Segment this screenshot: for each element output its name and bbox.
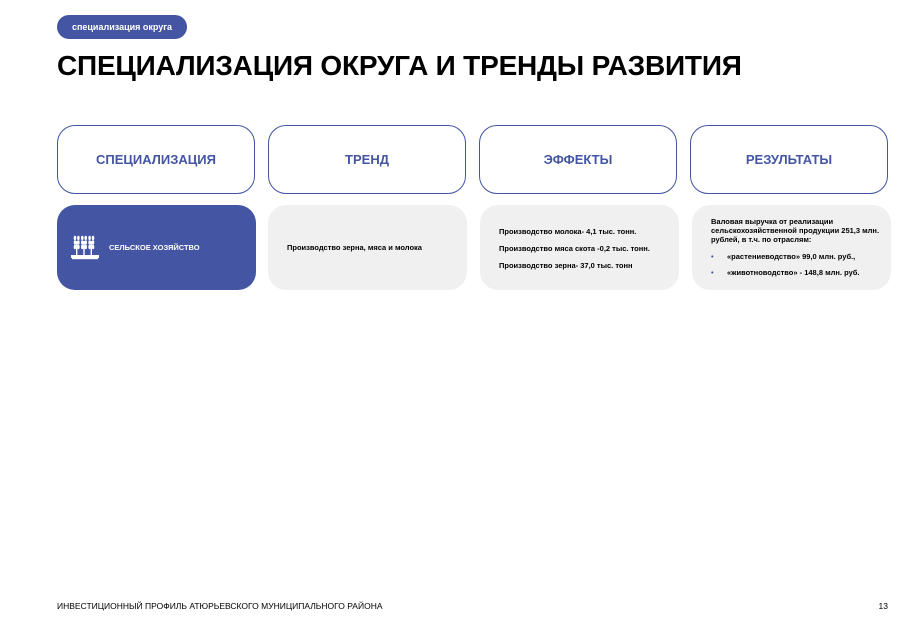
results-bullet [711, 268, 881, 277]
results-bullet [711, 252, 881, 261]
results-bullet-text: «растениеводство» 99,0 млн. руб., [727, 252, 856, 261]
wheat-icon [71, 235, 99, 261]
trend-card [268, 205, 467, 290]
results-bullet-text: «животноводство» - 148,8 млн. руб. [727, 268, 860, 277]
effect-item: Производство молока- 4,1 тыс. тонн. [499, 227, 637, 236]
results-lead: Валовая выручка от реализации сельскохозяйственной продукции 251,3 млн. рублей, в т.ч. по отраслям: [711, 217, 880, 244]
specialization-label: СЕЛЬСКОЕ ХОЗЯЙСТВО [109, 243, 200, 252]
header-trend: ТРЕНД [268, 125, 466, 194]
header-specialization: СПЕЦИАЛИЗАЦИЯ [57, 125, 255, 194]
page-number: 13 [878, 601, 888, 611]
bullet-marker: • [711, 268, 714, 277]
effect-item: Производство мяса скота -0,2 тыс. тонн. [499, 244, 650, 253]
bullet-marker: • [711, 252, 714, 261]
footer-text: ИНВЕСТИЦИОННЫЙ ПРОФИЛЬ АТЮРЬЕВСКОГО МУНИЦИПАЛЬНОГО РАЙОНА [57, 601, 383, 611]
results-card [692, 205, 891, 290]
effects-card [480, 205, 679, 290]
trend-text: Производство зерна, мяса и молока [287, 243, 422, 252]
page-title: СПЕЦИАЛИЗАЦИЯ ОКРУГА И ТРЕНДЫ РАЗВИТИЯ [57, 50, 742, 81]
header-results: РЕЗУЛЬТАТЫ [690, 125, 888, 194]
section-tag: специализация округа [57, 15, 187, 39]
header-effects: ЭФФЕКТЫ [479, 125, 677, 194]
specialization-card [57, 205, 256, 290]
effect-item: Производство зерна- 37,0 тыс. тонн [499, 261, 633, 270]
